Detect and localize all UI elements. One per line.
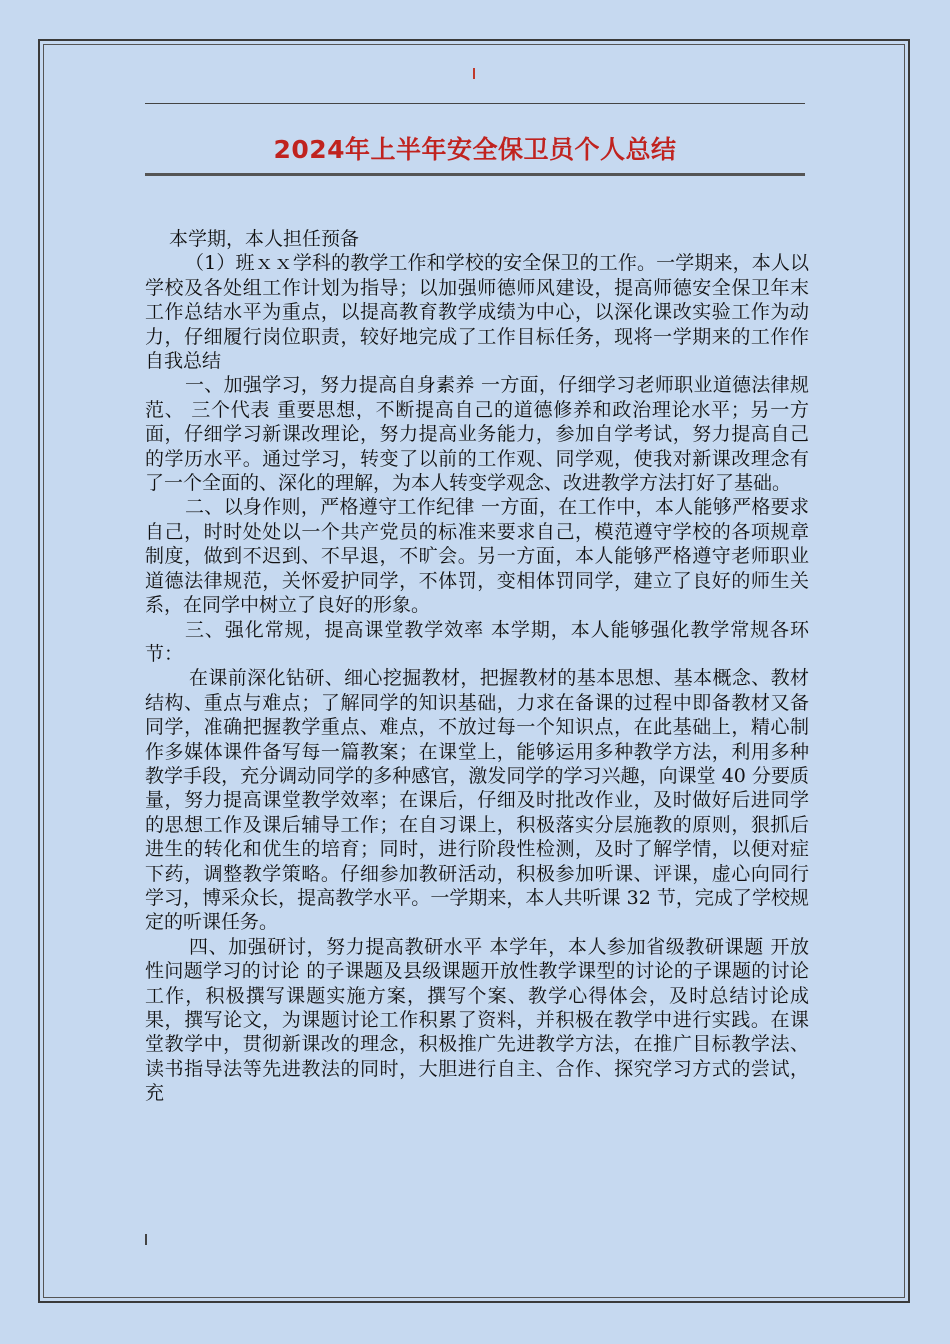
paragraph-class-assignment: （1）班ｘｘ学科的教学工作和学校的安全保卫的工作。一学期来，本人以学校及各处组工作计划为指导；以加强师德师风建设，提高师德安全保卫年末工作总结水平为重点，以提高教育教学成绩为中心，以深化课改实验工作为动力，仔细履行岗位职责，较好地完成了工作目标任务，现将一学期来的工作作自我总结 [145,252,809,373]
header-mark [473,68,475,79]
paragraph-section-3-detail: 在课前深化钻研、细心挖掘教材，把握教材的基本思想、基本概念、教材结构、重点与难点；了解同学的知识基础，力求在备课的过程中即备教材又备同学，准确把握教学重点、难点，不放过每一个知识点，在此基础上，精心制作多媒体课件备写每一篇教案；在课堂上，能够运用多种教学方法，利用多种教学手段，充分调动同学的多种感官，激发同学的学习兴趣，向课堂 40 分要质量，努力提高课堂教学效率；在课后，仔细及时批改作业，及时做好后进同学的思想工作及课后辅导工作；在自习课上，积极落实分层施教的原则，狠抓后进生的转化和优生的培育；同时，进行阶段性检测，及时了解学情，以便对症下药，调整教学策略。仔细参加教研活动，积极参加听课、评课，虚心向同行学习，博采众长，提高教学水平。一学期来，本人共听课 32 节，完成了学校规定的听课任务。 [145,667,809,934]
footer-mark [145,1234,147,1245]
paragraph-section-4: 四、加强研讨，努力提高教研水平 本学年，本人参加省级教研课题 开放性问题学习的讨论 的子课题及县级课题开放性教学课型的讨论的子课题的讨论工作，积极撰写课题实施方案，撰写个案、教学心得体会，及时总结讨论成果，撰写论文，为课题讨论工作积累了资料，并积极在教学中进行实践。在课堂教学中，贯彻新课改的理念，积极推广先进教学方法，在推广目标教学法、读书指导法等先进教法的同时，大胆进行自主、合作、探究学习方式的尝试，充 [145,935,809,1105]
paragraph-section-2: 二、以身作则，严格遵守工作纪律 一方面，在工作中，本人能够严格要求自己，时时处处以一个共产党员的标准来要求自己，模范遵守学校的各项规章制度，做到不迟到、不早退，不旷会。另一方面，本人能够严格遵守老师职业道德法律规范，关怀爱护同学，不体罚，变相体罚同学，建立了良好的师生关系，在同学中树立了良好的形象。 [145,496,809,617]
document-title: 2024年上半年安全保卫员个人总结 [273,135,677,164]
header-rule [145,103,805,104]
paragraph-intro: 本学期，本人担任预备 [169,228,360,250]
title-rule [145,173,805,176]
document-body [145,227,809,1106]
paragraph-section-3: 三、强化常规，提高课堂教学效率 本学期，本人能够强化教学常规各环节： [145,618,809,665]
paragraph-section-1: 一、加强学习，努力提高自身素养 一方面，仔细学习老师职业道德法律规范、 三个代表 重要思想，不断提高自己的道德修养和政治理论水平；另一方面，仔细学习新课改理论，努力提高业务能力，参加自学考试，努力提高自己的学历水平。通过学习，转变了以前的工作观、同学观，使我对新课改理念有了一个全面的、深化的理解，为本人转变学观念、改进教学方法打好了基础。 [145,374,809,495]
